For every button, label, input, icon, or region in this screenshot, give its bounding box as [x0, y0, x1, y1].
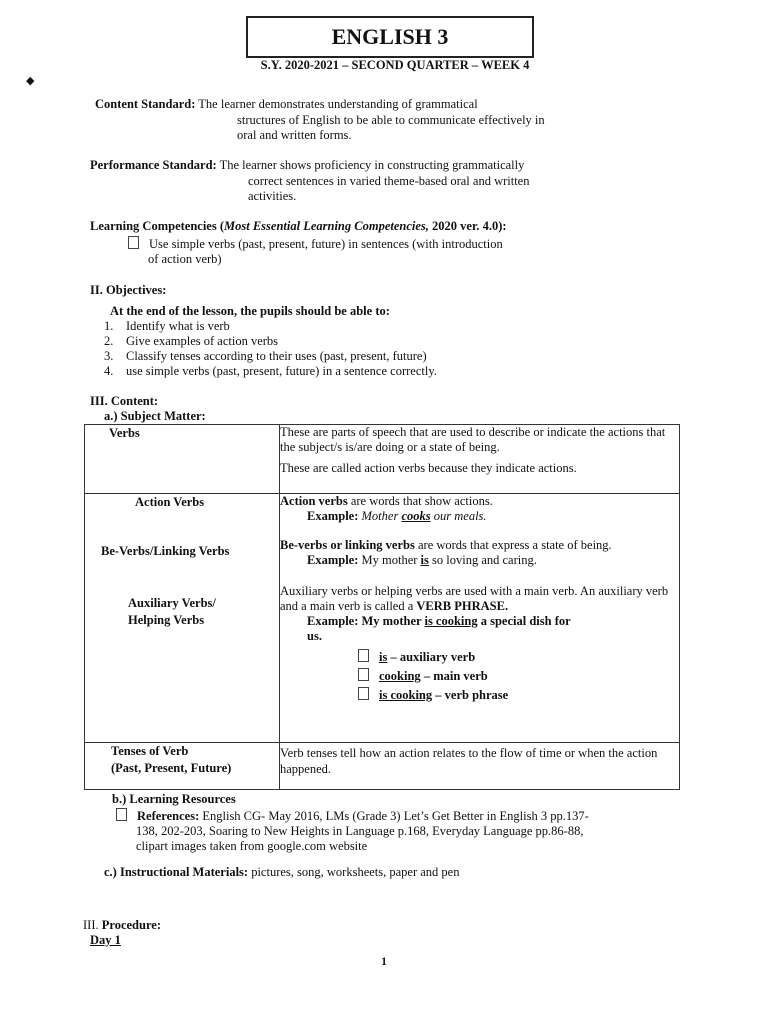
competency-text-cont: of action verb)	[148, 252, 222, 266]
definition-text: Auxiliary verbs or helping verbs are used with a main verb. An auxiliary verb and a main verb is called a	[280, 584, 669, 613]
action-verbs-definition	[280, 494, 679, 509]
competencies-label-end: 2020 ver. 4.0):	[428, 219, 507, 233]
materials-text: pictures, song, worksheets, paper and pen	[248, 865, 460, 879]
subject-matter-label: a.) Subject Matter:	[104, 409, 206, 423]
list-item	[358, 667, 679, 686]
school-year-subtitle: S.Y. 2020-2021 – SECOND QUARTER – WEEK 4	[260, 58, 530, 72]
learning-competencies-heading	[90, 219, 507, 234]
aux-breakdown-list	[280, 648, 679, 705]
example-text: us.	[307, 629, 322, 643]
term: Be-verbs or linking verbs	[280, 538, 415, 552]
materials-label: c.) Instructional Materials:	[104, 865, 249, 879]
be-verbs-example	[280, 553, 679, 568]
procedure-label: Procedure:	[101, 918, 161, 932]
content-standard	[95, 97, 478, 112]
content-standard-line: oral and written forms.	[237, 128, 352, 142]
breakdown-text: – verb phrase	[432, 688, 509, 702]
objective-text: Identify what is verb	[126, 319, 230, 333]
row-label-aux-verbs: Auxiliary Verbs/	[128, 596, 216, 610]
content-standard-line: The learner demonstrates understanding of grammatical	[198, 97, 478, 111]
breakdown-text: – auxiliary verb	[387, 650, 476, 664]
performance-standard-label: Performance Standard:	[90, 158, 217, 172]
be-verbs-definition	[280, 538, 679, 553]
table-cell	[85, 494, 280, 743]
objective-item	[104, 349, 437, 364]
row-label-tenses: Tenses of Verb	[111, 744, 189, 758]
performance-standard	[90, 158, 524, 173]
breakdown-text: – main verb	[420, 669, 488, 683]
checkbox-glyph-icon	[358, 649, 369, 662]
action-verbs-example	[280, 509, 679, 524]
references-text: English CG- May 2016, LMs (Grade 3) Let’s Get Better in English 3 pp.137-	[199, 809, 589, 823]
example-text: our meals.	[430, 509, 487, 523]
example-text: a special dish for	[477, 614, 571, 628]
table-row	[85, 743, 680, 790]
competencies-label: Learning Competencies (	[90, 219, 225, 233]
table-cell	[280, 494, 680, 743]
breakdown-key: is	[379, 650, 388, 664]
references-label: References:	[137, 809, 200, 823]
definition-text: are words that show actions.	[347, 494, 493, 508]
table-cell	[85, 425, 280, 494]
objective-item	[104, 334, 437, 349]
references	[116, 808, 589, 824]
example-text: Example: My mother	[307, 614, 425, 628]
references-text: 138, 202-203, Soaring to New Heights in Language p.168, Everyday Language pp.86-88,	[136, 824, 584, 838]
instructional-materials	[104, 865, 459, 880]
objective-item	[104, 364, 437, 379]
references-text: clipart images taken from google.com website	[136, 839, 368, 853]
page-number: 1	[381, 956, 387, 968]
verbs-note: These are called action verbs because they indicate actions.	[280, 461, 577, 475]
learning-resources-label: b.) Learning Resources	[112, 792, 236, 806]
example-label: Example:	[307, 553, 359, 567]
example-text: My mother	[358, 553, 421, 567]
table-row	[85, 425, 680, 494]
objective-number: 3.	[104, 349, 114, 363]
definition-text: are words that express a state of being.	[414, 538, 612, 552]
example-text: so loving and caring.	[428, 553, 537, 567]
content-standard-line: structures of English to be able to communicate effectively in	[237, 113, 545, 127]
row-label-verbs: Verbs	[109, 426, 140, 440]
aux-verbs-example	[280, 614, 679, 629]
breakdown-key: is cooking	[379, 688, 433, 702]
objective-number: 2.	[104, 334, 114, 348]
day-heading: Day 1	[90, 933, 121, 947]
competency-text: Use simple verbs (past, present, future) in sentences (with introduction	[149, 237, 503, 251]
competency-item	[128, 236, 503, 252]
objective-text: Give examples of action verbs	[126, 334, 279, 348]
row-label-be-verbs: Be-Verbs/Linking Verbs	[101, 544, 230, 558]
performance-standard-line: correct sentences in varied theme-based oral and written	[248, 174, 530, 188]
row-label-tenses-sub: (Past, Present, Future)	[111, 761, 232, 775]
procedure-heading	[83, 918, 161, 933]
objective-number: 4.	[104, 364, 114, 378]
breakdown-key: cooking	[379, 669, 421, 683]
table-cell	[280, 743, 680, 790]
table-row	[85, 494, 680, 743]
row-label-helping-verbs: Helping Verbs	[128, 613, 205, 627]
objective-text: use simple verbs (past, present, future) in a sentence correctly.	[126, 364, 437, 378]
tenses-definition: Verb tenses tell how an action relates to the flow of time or when the action happened.	[280, 746, 658, 776]
example-keyword: is cooking	[424, 614, 478, 628]
subject-matter-table	[84, 424, 680, 790]
objective-number: 1.	[104, 319, 114, 333]
checkbox-glyph-icon	[358, 668, 369, 681]
term: VERB PHRASE.	[416, 599, 509, 613]
document-title: ENGLISH 3	[246, 16, 534, 58]
table-cell	[280, 425, 680, 494]
performance-standard-line: The learner shows proficiency in constructing grammatically	[219, 158, 525, 172]
example-text: Mother	[358, 509, 402, 523]
row-label-action-verbs: Action Verbs	[135, 495, 205, 509]
objectives-heading: II. Objectives:	[90, 283, 167, 297]
objective-text: Classify tenses according to their uses (past, present, future)	[126, 349, 427, 363]
content-heading: III. Content:	[90, 394, 159, 408]
procedure-number: III.	[83, 918, 102, 932]
objectives-list	[104, 319, 437, 379]
verbs-definition: These are parts of speech that are used to describe or indicate the actions that the subject/s is/are doing or a state of being.	[280, 425, 666, 454]
list-item	[358, 686, 679, 705]
performance-standard-line: activities.	[248, 189, 297, 203]
content-standard-label: Content Standard:	[95, 97, 196, 111]
diamond-bullet-icon: ◆	[26, 75, 35, 87]
checkbox-glyph-icon	[116, 808, 127, 821]
example-label: Example:	[307, 509, 359, 523]
checkbox-glyph-icon	[358, 687, 369, 700]
example-keyword: is	[420, 553, 429, 567]
list-item	[358, 648, 679, 667]
aux-verbs-definition	[280, 584, 679, 614]
competencies-label-italic: Most Essential Learning Competencies,	[224, 219, 429, 233]
example-keyword: cooks	[401, 509, 431, 523]
objectives-intro: At the end of the lesson, the pupils should be able to:	[110, 304, 390, 318]
table-cell	[85, 743, 280, 790]
checkbox-glyph-icon	[128, 236, 139, 249]
term: Action verbs	[280, 494, 348, 508]
objective-item	[104, 319, 437, 334]
